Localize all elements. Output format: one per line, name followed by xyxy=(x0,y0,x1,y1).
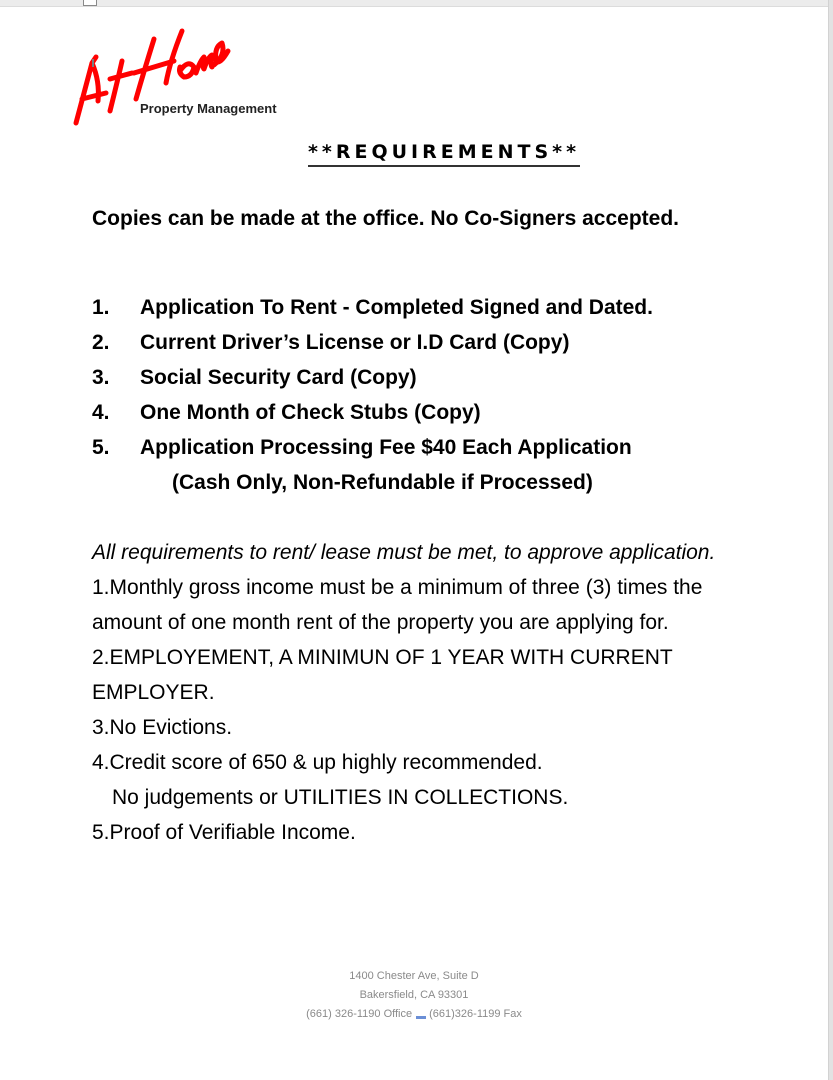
requirement-text: Application Processing Fee $40 Each Application xyxy=(140,436,632,459)
requirement-text: Application To Rent - Completed Signed and Dated. xyxy=(140,296,653,319)
footer-address-line1: 1400 Chester Ave, Suite D xyxy=(349,970,479,982)
requirement-number: 1. xyxy=(92,296,110,319)
requirement-subtext: (Cash Only, Non-Refundable if Processed) xyxy=(172,471,593,494)
requirement-item xyxy=(92,360,772,395)
requirement-item xyxy=(92,430,772,500)
requirement-text: One Month of Check Stubs (Copy) xyxy=(140,401,481,424)
requirement-number: 5. xyxy=(92,436,110,459)
footer-phones xyxy=(0,1005,828,1024)
requirement-number: 3. xyxy=(92,366,110,389)
page-top-margin xyxy=(0,0,833,7)
rental-criteria xyxy=(92,535,752,850)
criteria-item: 5.Proof of Verifiable Income. xyxy=(92,821,356,844)
document-page xyxy=(0,7,828,1080)
criteria-item-continuation: No judgements or UTILITIES IN COLLECTIONS. xyxy=(112,786,569,809)
intro-text: Copies can be made at the office. No Co-Signers accepted. xyxy=(92,207,679,230)
requirement-item xyxy=(92,395,772,430)
criteria-item: 2.EMPLOYEMENT, A MINIMUN OF 1 YEAR WITH CURRENT EMPLOYER. xyxy=(92,646,673,704)
footer-address-line2: Bakersfield, CA 93301 xyxy=(359,989,469,1001)
requirement-text: Social Security Card (Copy) xyxy=(140,366,417,389)
requirements-heading xyxy=(0,140,828,167)
requirement-item xyxy=(92,290,772,325)
heading-text: **REQUIREMENTS** xyxy=(308,140,580,167)
footer-office-phone: (661) 326-1190 Office xyxy=(306,1008,413,1020)
page-corner-marker xyxy=(83,0,97,6)
criteria-item: 1.Monthly gross income must be a minimum of three (3) times the amount of one month rent of the property you are applying for. xyxy=(92,576,703,634)
requirements-list xyxy=(92,290,772,500)
criteria-item: 3.No Evictions. xyxy=(92,716,233,739)
requirement-item xyxy=(92,325,772,360)
footer-fax-phone: (661)326-1199 Fax xyxy=(429,1008,522,1020)
page-right-edge xyxy=(828,0,833,1080)
text-cursor-marker xyxy=(416,1016,426,1019)
footer-contact xyxy=(0,967,828,1024)
requirement-text: Current Driver’s License or I.D Card (Copy) xyxy=(140,331,570,354)
criteria-item: 4.Credit score of 650 & up highly recommended. xyxy=(92,751,543,774)
requirement-number: 2. xyxy=(92,331,110,354)
criteria-note: All requirements to rent/ lease must be met, to approve application. xyxy=(92,541,716,564)
logo-subtitle: Property Management xyxy=(140,101,277,116)
company-logo xyxy=(70,21,310,131)
requirement-number: 4. xyxy=(92,401,110,424)
